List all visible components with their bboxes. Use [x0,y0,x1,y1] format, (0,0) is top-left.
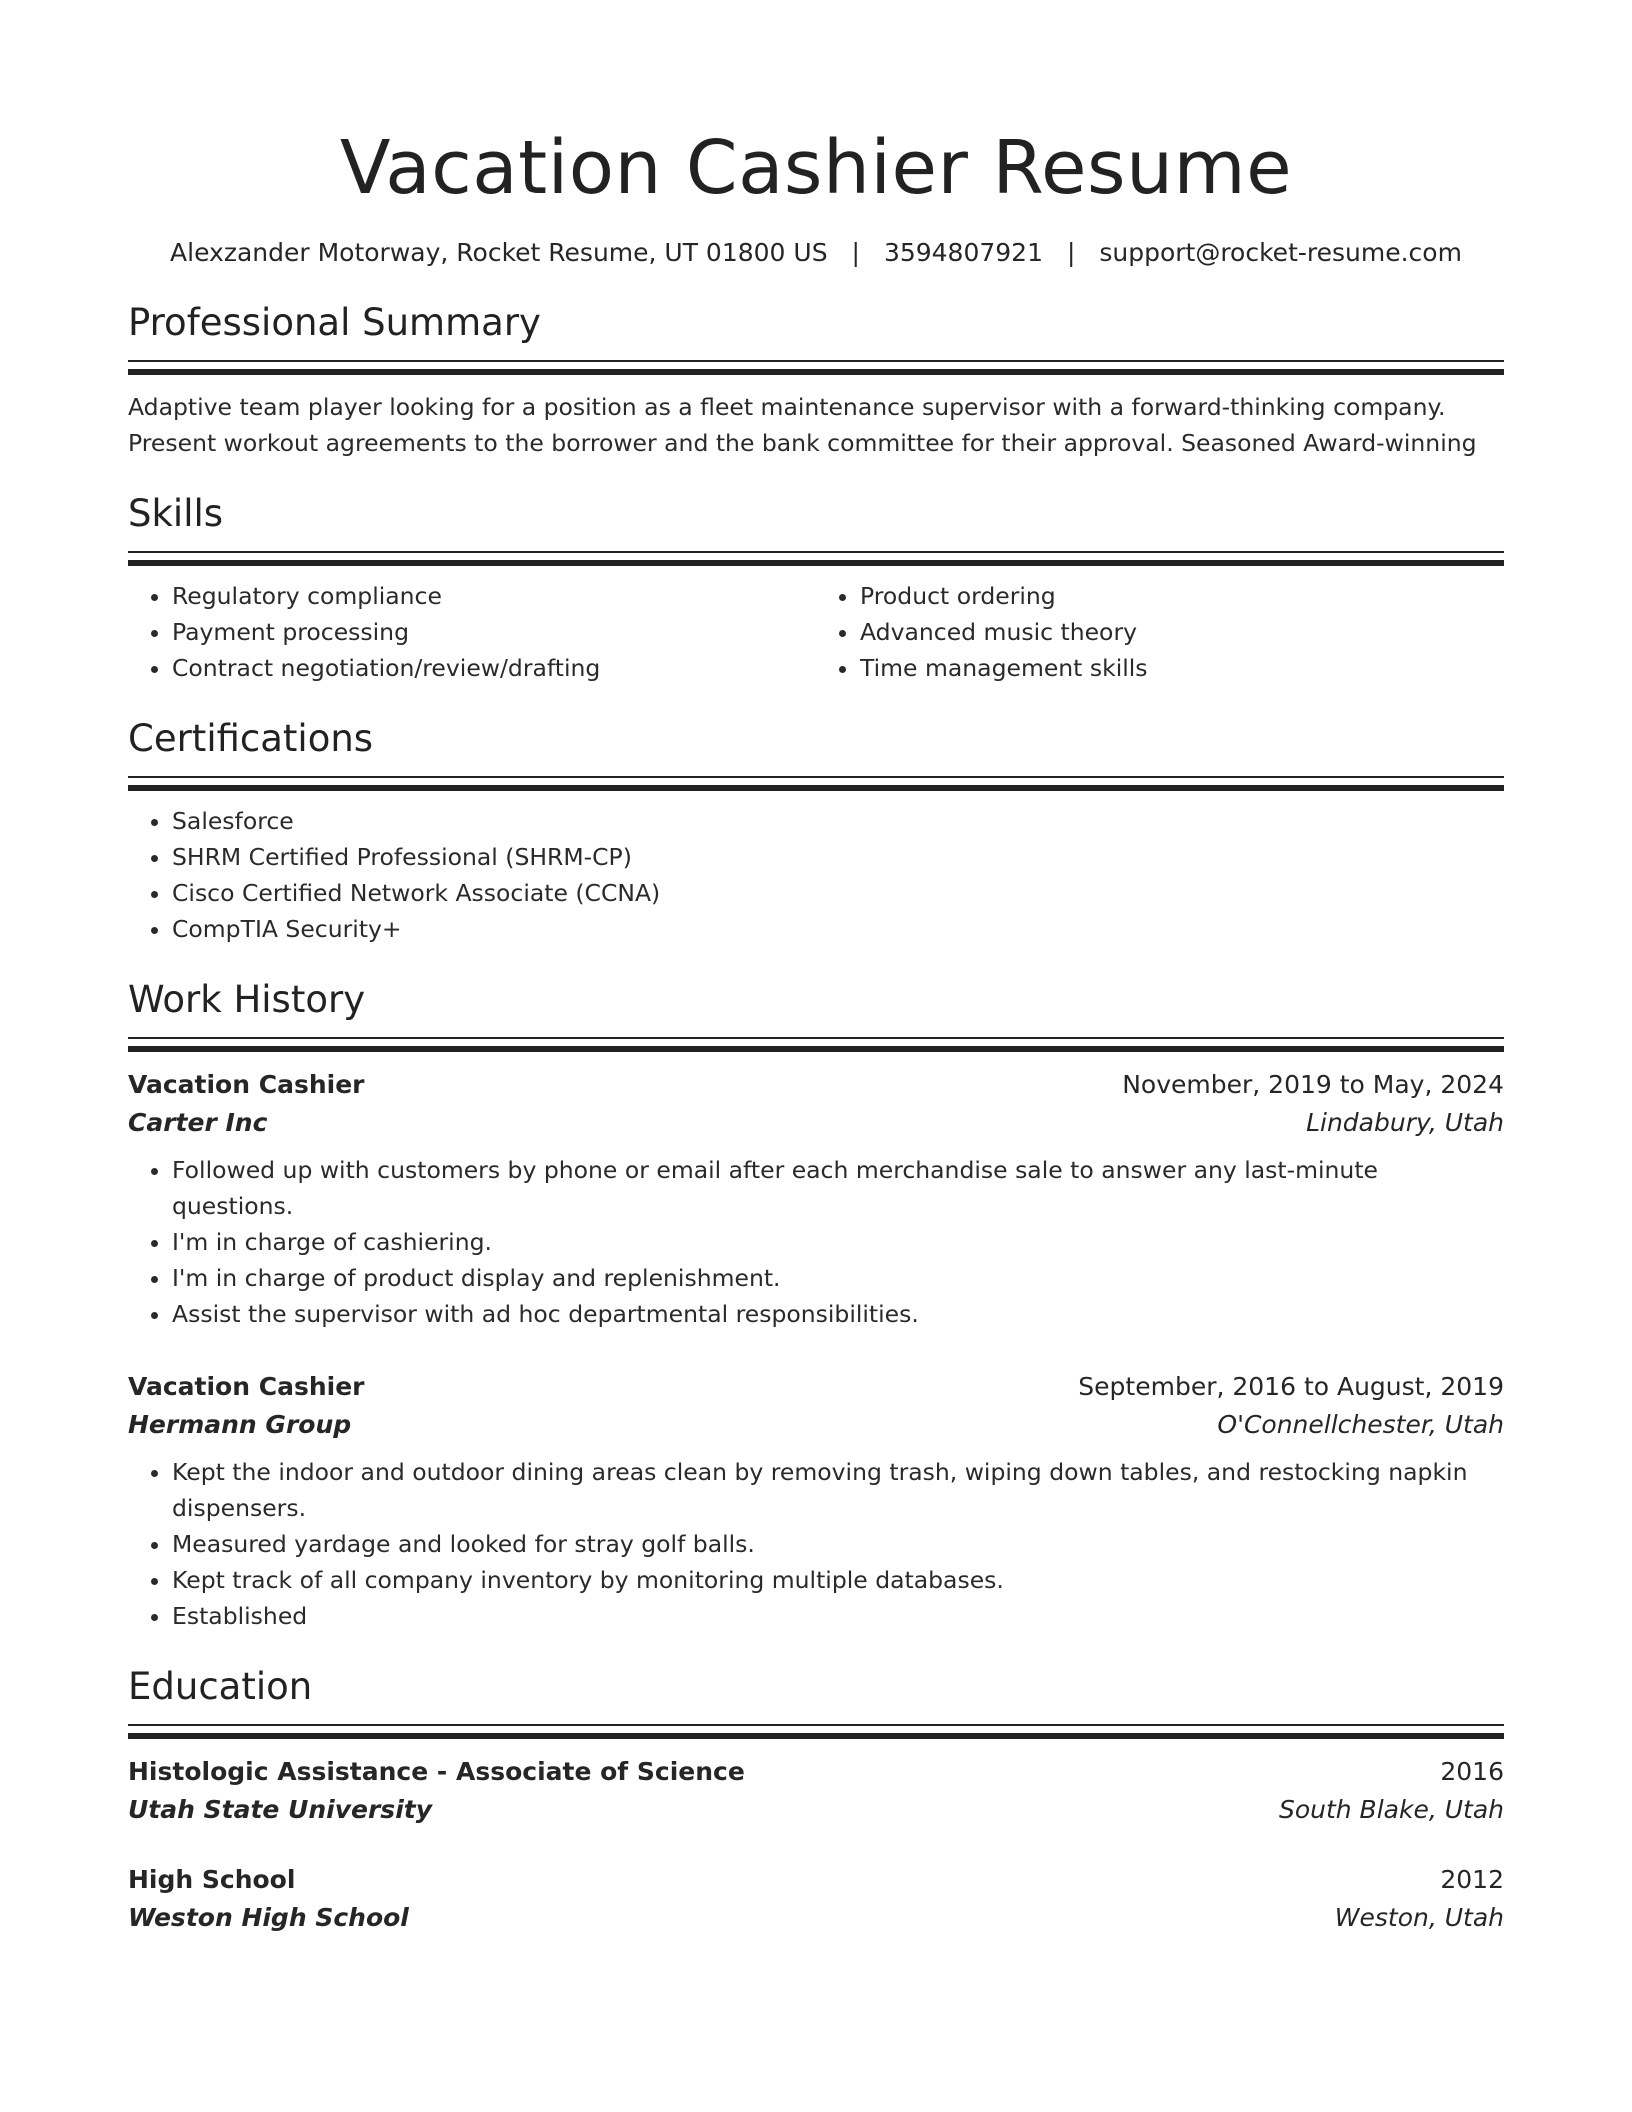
certifications-list [128,803,1504,947]
job-dates: September, 2016 to August, 2019 [1078,1372,1504,1401]
section-heading-skills: Skills [128,492,224,535]
section-divider [128,1037,1504,1052]
education-header-row [128,1861,1504,1899]
education-entry [128,1753,1504,1829]
contact-separator: | [1066,238,1076,267]
job-bullets [128,1454,1504,1634]
education-year: 2016 [1440,1757,1504,1786]
skill-item: • Regulatory compliance [172,578,816,614]
job-entry [128,1368,1504,1634]
job-bullets [128,1152,1504,1332]
section-divider [128,776,1504,791]
section-divider [128,551,1504,566]
job-bullet: • Kept the indoor and outdoor dining areas clean by removing trash, wiping down tables, and restocking napkin dispensers. [172,1454,1504,1526]
section-divider [128,1724,1504,1739]
job-bullet: • Assist the supervisor with ad hoc departmental responsibilities. [172,1296,1504,1332]
education-location: South Blake, Utah [1278,1795,1504,1824]
contact-separator: | [851,238,860,267]
job-location: Lindabury, Utah [1306,1108,1504,1137]
contact-address: Alexzander Motorway, Rocket Resume, UT 01800 US [170,238,828,267]
education-school-row [128,1899,1504,1937]
education-year: 2012 [1440,1865,1504,1894]
skill-item: • Payment processing [172,614,816,650]
job-title: Vacation Cashier [128,1372,365,1401]
page-title: Vacation Cashier Resume [339,125,1293,211]
job-dates: November, 2019 to May, 2024 [1122,1070,1504,1099]
certification-item: • SHRM Certified Professional (SHRM-CP) [172,839,1504,875]
job-bullet: • I'm in charge of product display and replenishment. [172,1260,1504,1296]
education-entry [128,1861,1504,1937]
section-heading-summary: Professional Summary [128,301,541,344]
job-location: O'Connellchester, Utah [1217,1410,1504,1439]
contact-phone: 3594807921 [883,238,1043,267]
education-degree: High School [128,1865,296,1894]
skill-item: • Time management skills [860,650,1504,686]
education-school: Utah State University [128,1795,433,1824]
skill-item: • Contract negotiation/review/drafting [172,650,816,686]
skills-list-left [128,578,816,686]
certification-item: • CompTIA Security+ [172,911,1504,947]
job-bullet: • Measured yardage and looked for stray golf balls. [172,1526,1504,1562]
job-bullet: • Followed up with customers by phone or email after each merchandise sale to answer any last-minute questions. [172,1152,1504,1224]
summary-section [128,298,1504,461]
job-company: Carter Inc [128,1108,268,1137]
job-bullet: • I'm in charge of cashiering. [172,1224,1504,1260]
contact-line [128,236,1504,270]
education-school-row [128,1791,1504,1829]
skills-section [128,489,1504,686]
skills-list-right [816,578,1504,686]
section-heading-education: Education [128,1665,313,1708]
job-header-row [128,1066,1504,1104]
resume-page [128,118,1504,1937]
section-heading-certifications: Certifications [128,717,374,760]
certification-item: • Salesforce [172,803,1504,839]
job-bullet: • Established [172,1598,1504,1634]
job-company-row [128,1104,1504,1142]
education-header-row [128,1753,1504,1791]
section-heading-work-history: Work History [128,978,366,1021]
skills-grid [128,566,1504,686]
education-degree: Histologic Assistance - Associate of Science [128,1757,745,1786]
section-divider [128,360,1504,375]
job-header-row [128,1368,1504,1406]
job-entry [128,1066,1504,1332]
certifications-section [128,714,1504,947]
education-section [128,1662,1504,1937]
skill-item: • Product ordering [860,578,1504,614]
contact-email: support@rocket-resume.com [1099,238,1462,267]
job-company: Hermann Group [128,1410,352,1439]
education-location: Weston, Utah [1334,1903,1504,1932]
job-bullet: • Kept track of all company inventory by monitoring multiple databases. [172,1562,1504,1598]
job-title: Vacation Cashier [128,1070,365,1099]
summary-text: Adaptive team player looking for a position as a fleet maintenance supervisor with a forward-thinking company. Present workout agreements to the borrower and the bank committee for their approval. Seasoned Award-winning [128,393,1477,457]
education-school: Weston High School [128,1903,409,1932]
job-company-row [128,1406,1504,1444]
skill-item: • Advanced music theory [860,614,1504,650]
certification-item: • Cisco Certified Network Associate (CCNA) [172,875,1504,911]
work-history-section [128,975,1504,1634]
